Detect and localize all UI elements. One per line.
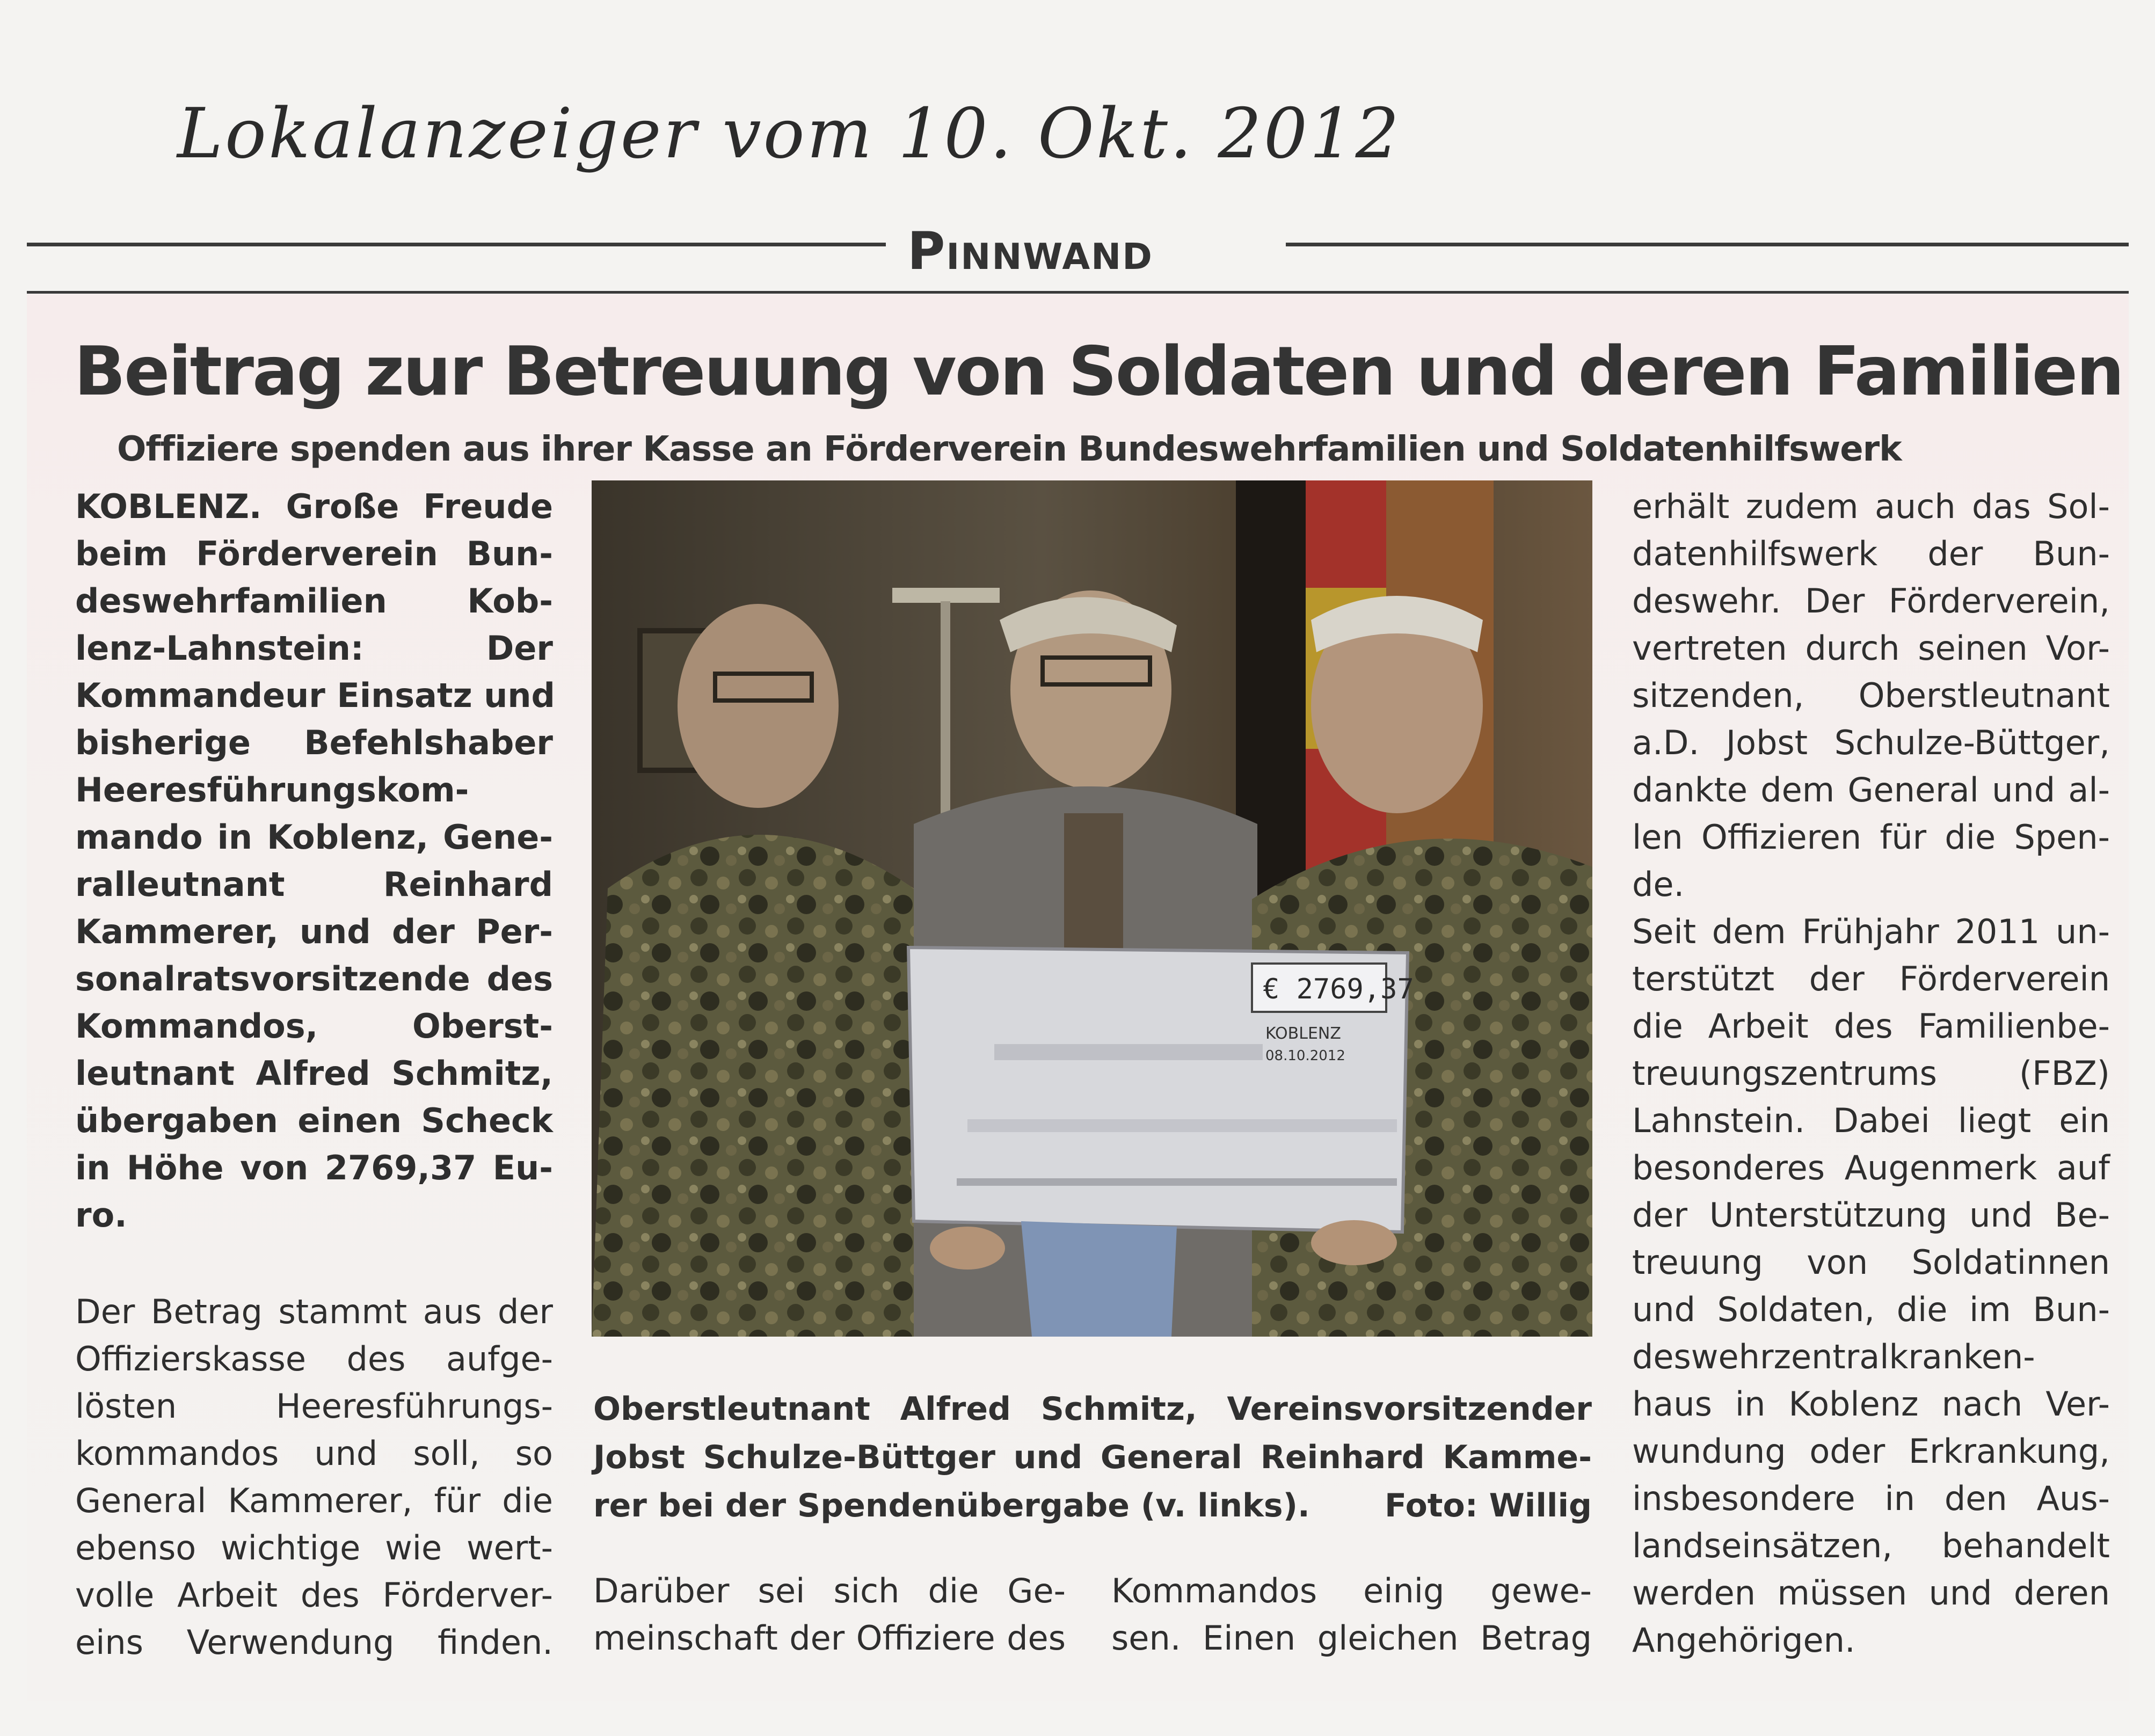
body-right-column bbox=[1632, 483, 2110, 1664]
headline: Beitrag zur Betreuung von Soldaten und deren Familien bbox=[74, 332, 2123, 411]
text-line: Kommandos, Oberst- bbox=[75, 1006, 553, 1046]
photo-illustration bbox=[592, 480, 1592, 1337]
text-line: meinschaft der Offiziere des bbox=[593, 1618, 1066, 1658]
caption-line: Jobst Schulze-Büttger und General Reinhard Kamme- bbox=[593, 1439, 1592, 1476]
text-line: lösten Heeresführungs- bbox=[75, 1387, 553, 1426]
text-line: haus in Koblenz nach Ver- bbox=[1632, 1384, 2110, 1424]
photo-caption bbox=[593, 1385, 1592, 1530]
text-line: ralleutnant Reinhard bbox=[75, 865, 553, 904]
text-line: Kommandos einig gewe- bbox=[1111, 1571, 1592, 1610]
caption-line: Oberstleutnant Alfred Schmitz, Vereinsvorsitzender bbox=[593, 1390, 1592, 1428]
text-line: ebenso wichtige wie wert- bbox=[75, 1528, 553, 1567]
text-line: Darüber sei sich die Ge- bbox=[593, 1571, 1066, 1610]
text-line: sonalratsvorsitzende des bbox=[75, 959, 553, 998]
text-line: beim Förderverein Bun- bbox=[75, 534, 553, 573]
text-line: erhält zudem auch das Sol- bbox=[1632, 487, 2110, 526]
text-line: lenz-Lahnstein: Der bbox=[75, 629, 553, 668]
text-line: die Arbeit des Familienbe- bbox=[1632, 1006, 2110, 1046]
text-line: landseinsätzen, behandelt bbox=[1632, 1526, 2110, 1565]
text-line: ro. bbox=[75, 1195, 127, 1235]
text-line: Kammerer, und der Per- bbox=[75, 912, 553, 951]
text-line: KOBLENZ. Große Freude bbox=[75, 487, 553, 526]
text-line: Angehörigen. bbox=[1632, 1621, 1855, 1660]
text-line: General Kammerer, für die bbox=[75, 1481, 553, 1520]
text-line: volle Arbeit des Förderver- bbox=[75, 1575, 553, 1615]
text-line: der Unterstützung und Be- bbox=[1632, 1195, 2110, 1235]
lead-column bbox=[75, 483, 553, 1239]
text-line: deswehrzentralkranken- bbox=[1632, 1337, 2035, 1376]
text-line: wundung oder Erkrankung, bbox=[1632, 1432, 2110, 1471]
article-photo bbox=[592, 480, 1592, 1337]
text-line: deswehr. Der Förderverein, bbox=[1632, 581, 2110, 621]
text-line: treuungszentrums (FBZ) bbox=[1632, 1054, 2110, 1093]
text-line: insbesondere in den Aus- bbox=[1632, 1479, 2110, 1518]
text-line: eins Verwendung finden. bbox=[75, 1623, 553, 1662]
text-line: kommandos und soll, so bbox=[75, 1434, 553, 1473]
text-line: vertreten durch seinen Vor- bbox=[1632, 629, 2110, 668]
text-line: len Offizieren für die Spen- bbox=[1632, 818, 2110, 857]
caption-last-row bbox=[593, 1482, 1592, 1530]
text-line: terstützt der Förderverein bbox=[1632, 959, 2110, 998]
text-line: Seit dem Frühjahr 2011 un- bbox=[1632, 912, 2110, 951]
text-line: besonderes Augenmerk auf bbox=[1632, 1148, 2110, 1187]
check-city: KOBLENZ bbox=[1265, 1024, 1341, 1043]
section-rule-right bbox=[1286, 243, 2129, 246]
text-line: und Soldaten, die im Bun- bbox=[1632, 1290, 2110, 1329]
caption-line: rer bei der Spendenübergabe (v. links). bbox=[593, 1487, 1310, 1525]
subheadline: Offiziere spenden aus ihrer Kasse an Förderverein Bundeswehrfamilien und Soldatenhilfswerk bbox=[117, 429, 1902, 469]
text-line: treuung von Soldatinnen bbox=[1632, 1243, 2110, 1282]
check-date: 08.10.2012 bbox=[1265, 1048, 1345, 1064]
text-line: deswehrfamilien Kob- bbox=[75, 581, 553, 621]
text-line: bisherige Befehlshaber bbox=[75, 723, 553, 762]
text-line: a.D. Jobst Schulze-Büttger, bbox=[1632, 723, 2110, 762]
text-line: Lahnstein. Dabei liegt ein bbox=[1632, 1101, 2110, 1140]
check-amount: € 2769,37 bbox=[1263, 973, 1414, 1005]
text-line: sitzenden, Oberstleutnant bbox=[1632, 676, 2110, 715]
text-line: sen. Einen gleichen Betrag bbox=[1111, 1618, 1592, 1658]
text-line: dankte dem General und al- bbox=[1632, 770, 2110, 809]
text-line: mando in Koblenz, Gene- bbox=[75, 818, 553, 857]
section-rule-left bbox=[27, 243, 886, 246]
body-mid-column bbox=[593, 1567, 1066, 1662]
body-left-column bbox=[75, 1288, 553, 1666]
text-line: Offizierskasse des aufge- bbox=[75, 1339, 553, 1378]
section-label: Pinnwand bbox=[907, 221, 1153, 281]
text-line: datenhilfswerk der Bun- bbox=[1632, 534, 2110, 573]
text-line: de. bbox=[1632, 865, 1685, 904]
text-line: Heeresführungskom- bbox=[75, 770, 469, 809]
text-line: Kommandeur Einsatz und bbox=[75, 676, 555, 715]
text-line: werden müssen und deren bbox=[1632, 1573, 2110, 1613]
body-mid2-column bbox=[1111, 1567, 1592, 1662]
handwritten-note: Lokalanzeiger vom 10. Okt. 2012 bbox=[177, 94, 1402, 174]
text-line: Der Betrag stammt aus der bbox=[75, 1292, 553, 1331]
photo-credit: Foto: Willig bbox=[1385, 1487, 1592, 1525]
section-rule-bottom bbox=[27, 291, 2129, 294]
text-line: übergaben einen Scheck bbox=[75, 1101, 553, 1140]
text-line: leutnant Alfred Schmitz, bbox=[75, 1054, 553, 1093]
text-line: in Höhe von 2769,37 Eu- bbox=[75, 1148, 553, 1187]
